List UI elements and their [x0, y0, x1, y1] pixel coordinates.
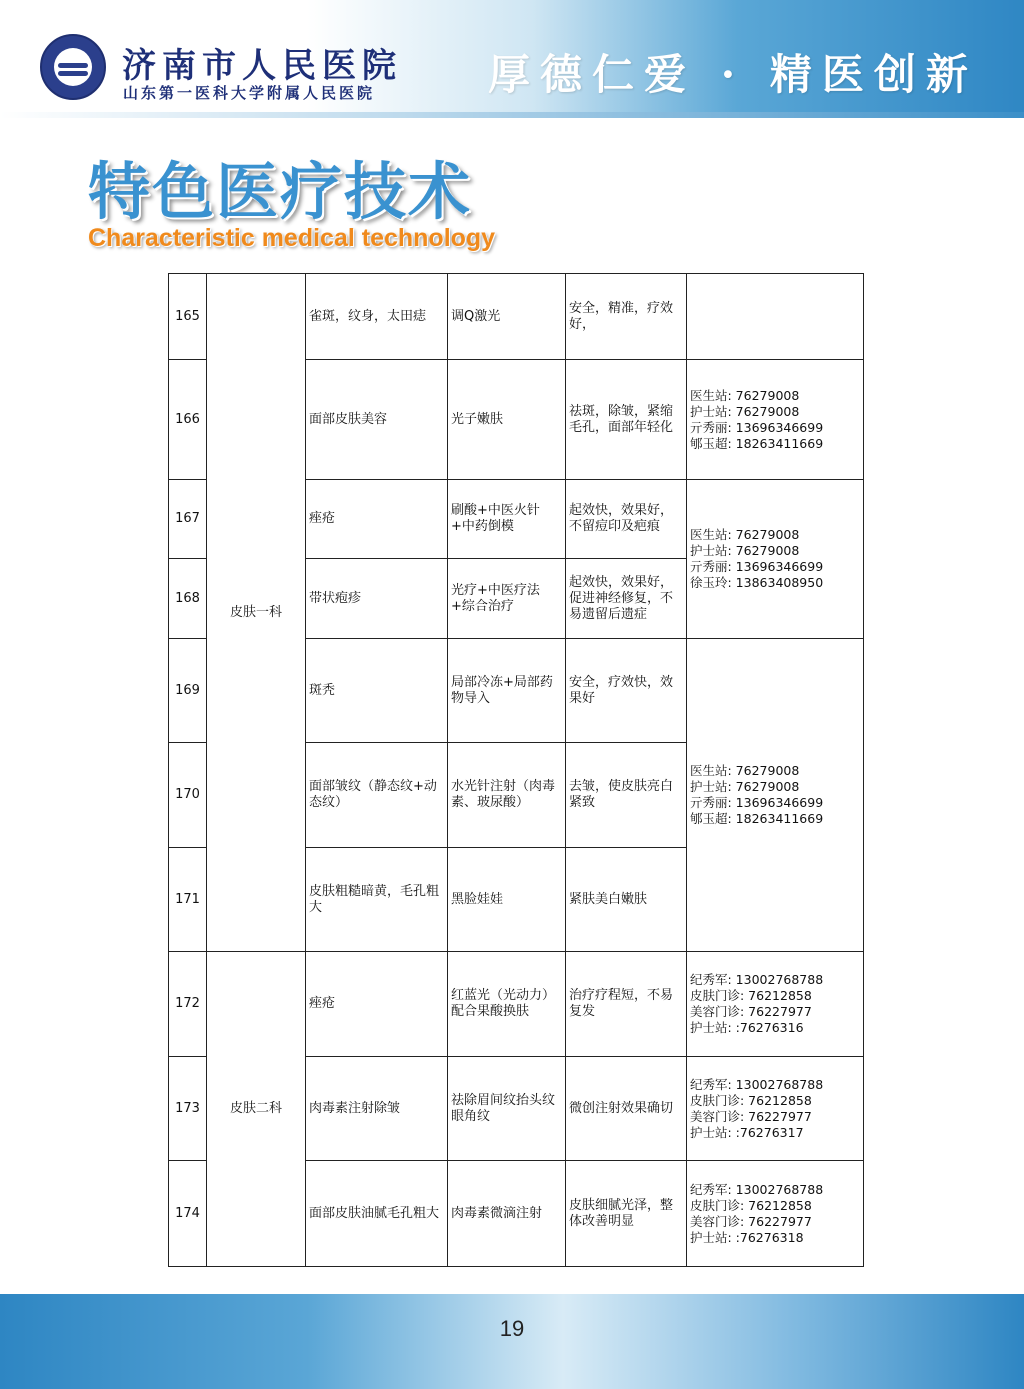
hospital-subtitle: 山东第一医科大学附属人民医院 — [123, 84, 376, 102]
method-cell: 光疗+中医疗法+综合治疗 — [448, 559, 566, 639]
feature-cell: 紧肤美白嫩肤 — [566, 848, 687, 952]
contact-cell — [687, 1057, 864, 1161]
contact-line: 皮肤门诊: 76212858 — [690, 1197, 812, 1213]
row-number: 167 — [169, 480, 207, 559]
contact-line: 郇玉超: 18263411669 — [690, 811, 824, 826]
disease-cell: 痤疮 — [306, 480, 448, 559]
contact-line: 郇玉超: 18263411669 — [690, 435, 824, 451]
contact-line: 美容门诊: 76227977 — [690, 1004, 812, 1019]
disease-cell: 面部皮肤美容 — [306, 360, 448, 480]
disease-cell: 斑秃 — [306, 639, 448, 743]
method-cell: 红蓝光（光动力）配合果酸换肤 — [448, 952, 566, 1057]
row-number: 166 — [169, 360, 207, 480]
page-number: 19 — [499, 1316, 525, 1341]
feature-cell: 治疗疗程短，不易复发 — [566, 952, 687, 1057]
row-number: 168 — [169, 559, 207, 639]
disease-cell: 痤疮 — [306, 952, 448, 1057]
table-row — [169, 274, 864, 360]
contact-cell — [687, 360, 864, 480]
method-cell: 光子嫩肤 — [448, 360, 566, 480]
disease-cell: 面部皱纹（静态纹+动态纹） — [306, 743, 448, 848]
method-cell: 水光针注射（肉毒素、玻尿酸） — [448, 743, 566, 848]
department-cell: 皮肤一科 — [207, 274, 306, 952]
row-number: 169 — [169, 639, 207, 743]
contact-line: 亓秀丽: 13696346699 — [690, 795, 824, 810]
method-cell: 黑脸娃娃 — [448, 848, 566, 952]
contact-line: 医生站: 76279008 — [690, 387, 800, 403]
contact-line: 护士站: 76279008 — [690, 403, 800, 419]
feature-cell: 安全，精准，疗效好， — [566, 274, 687, 360]
contact-line: 亓秀丽: 13696346699 — [690, 559, 824, 574]
technology-table — [168, 273, 864, 1267]
disease-cell: 雀斑，纹身，太田痣 — [306, 274, 448, 360]
method-cell: 肉毒素微滴注射 — [448, 1161, 566, 1267]
method-cell: 局部冷冻+局部药物导入 — [448, 639, 566, 743]
row-number: 165 — [169, 274, 207, 360]
technology-table-wrapper — [168, 273, 863, 1266]
row-number: 170 — [169, 743, 207, 848]
feature-cell: 微创注射效果确切 — [566, 1057, 687, 1161]
method-cell: 调Q激光 — [448, 274, 566, 360]
contact-cell — [687, 952, 864, 1057]
contact-cell — [687, 274, 864, 360]
logo-wave — [58, 71, 88, 76]
feature-cell: 去皱，使皮肤亮白紧致 — [566, 743, 687, 848]
contact-line: 皮肤门诊: 76212858 — [690, 1092, 812, 1108]
feature-cell: 祛斑，除皱，紧缩毛孔，面部年轻化 — [566, 360, 687, 480]
contact-line: 皮肤门诊: 76212858 — [690, 988, 812, 1003]
feature-cell: 皮肤细腻光泽，整体改善明显 — [566, 1161, 687, 1267]
contact-line: 护士站: :76276317 — [690, 1124, 804, 1140]
section-title-english: Characteristic medical technology — [88, 224, 496, 252]
contact-line: 纪秀军: 13002768788 — [690, 972, 824, 987]
method-cell: 祛除眉间纹抬头纹眼角纹 — [448, 1057, 566, 1161]
method-cell: 刷酸+中医火针+中药倒模 — [448, 480, 566, 559]
contact-line: 护士站: :76276316 — [690, 1020, 804, 1035]
contact-line: 亓秀丽: 13696346699 — [690, 419, 824, 435]
disease-cell: 肉毒素注射除皱 — [306, 1057, 448, 1161]
table-row — [169, 952, 864, 1057]
department-cell: 皮肤二科 — [207, 952, 306, 1267]
feature-cell: 安全，疗效快，效果好 — [566, 639, 687, 743]
hospital-logo — [40, 34, 106, 100]
disease-cell: 带状疱疹 — [306, 559, 448, 639]
contact-line: 徐玉玲: 13863408950 — [690, 575, 824, 590]
contact-cell — [687, 639, 864, 952]
hospital-motto: 厚德仁爱 · 精医创新 — [488, 50, 978, 99]
row-number: 172 — [169, 952, 207, 1057]
row-number: 173 — [169, 1057, 207, 1161]
contact-line: 美容门诊: 76227977 — [690, 1213, 812, 1229]
row-number: 171 — [169, 848, 207, 952]
logo-wave — [58, 63, 88, 68]
contact-line: 纪秀军: 13002768788 — [690, 1076, 824, 1092]
disease-cell: 面部皮肤油腻毛孔粗大 — [306, 1161, 448, 1267]
feature-cell: 起效快，效果好，促进神经修复，不易遗留后遗症 — [566, 559, 687, 639]
contact-line: 护士站: 76279008 — [690, 779, 800, 794]
contact-line: 护士站: 76279008 — [690, 543, 800, 558]
contact-line: 医生站: 76279008 — [690, 527, 800, 542]
section-title: 特色医疗技术 — [88, 155, 473, 228]
contact-line: 医生站: 76279008 — [690, 763, 800, 778]
contact-line: 美容门诊: 76227977 — [690, 1108, 812, 1124]
contact-cell — [687, 1161, 864, 1267]
contact-cell — [687, 480, 864, 639]
header-banner — [0, 0, 1024, 118]
contact-line: 护士站: :76276318 — [690, 1229, 804, 1245]
feature-cell: 起效快，效果好，不留痘印及疤痕 — [566, 480, 687, 559]
contact-line: 纪秀军: 13002768788 — [690, 1181, 824, 1197]
row-number: 174 — [169, 1161, 207, 1267]
disease-cell: 皮肤粗糙暗黄，毛孔粗大 — [306, 848, 448, 952]
hospital-name: 济南市人民医院 — [122, 46, 402, 86]
